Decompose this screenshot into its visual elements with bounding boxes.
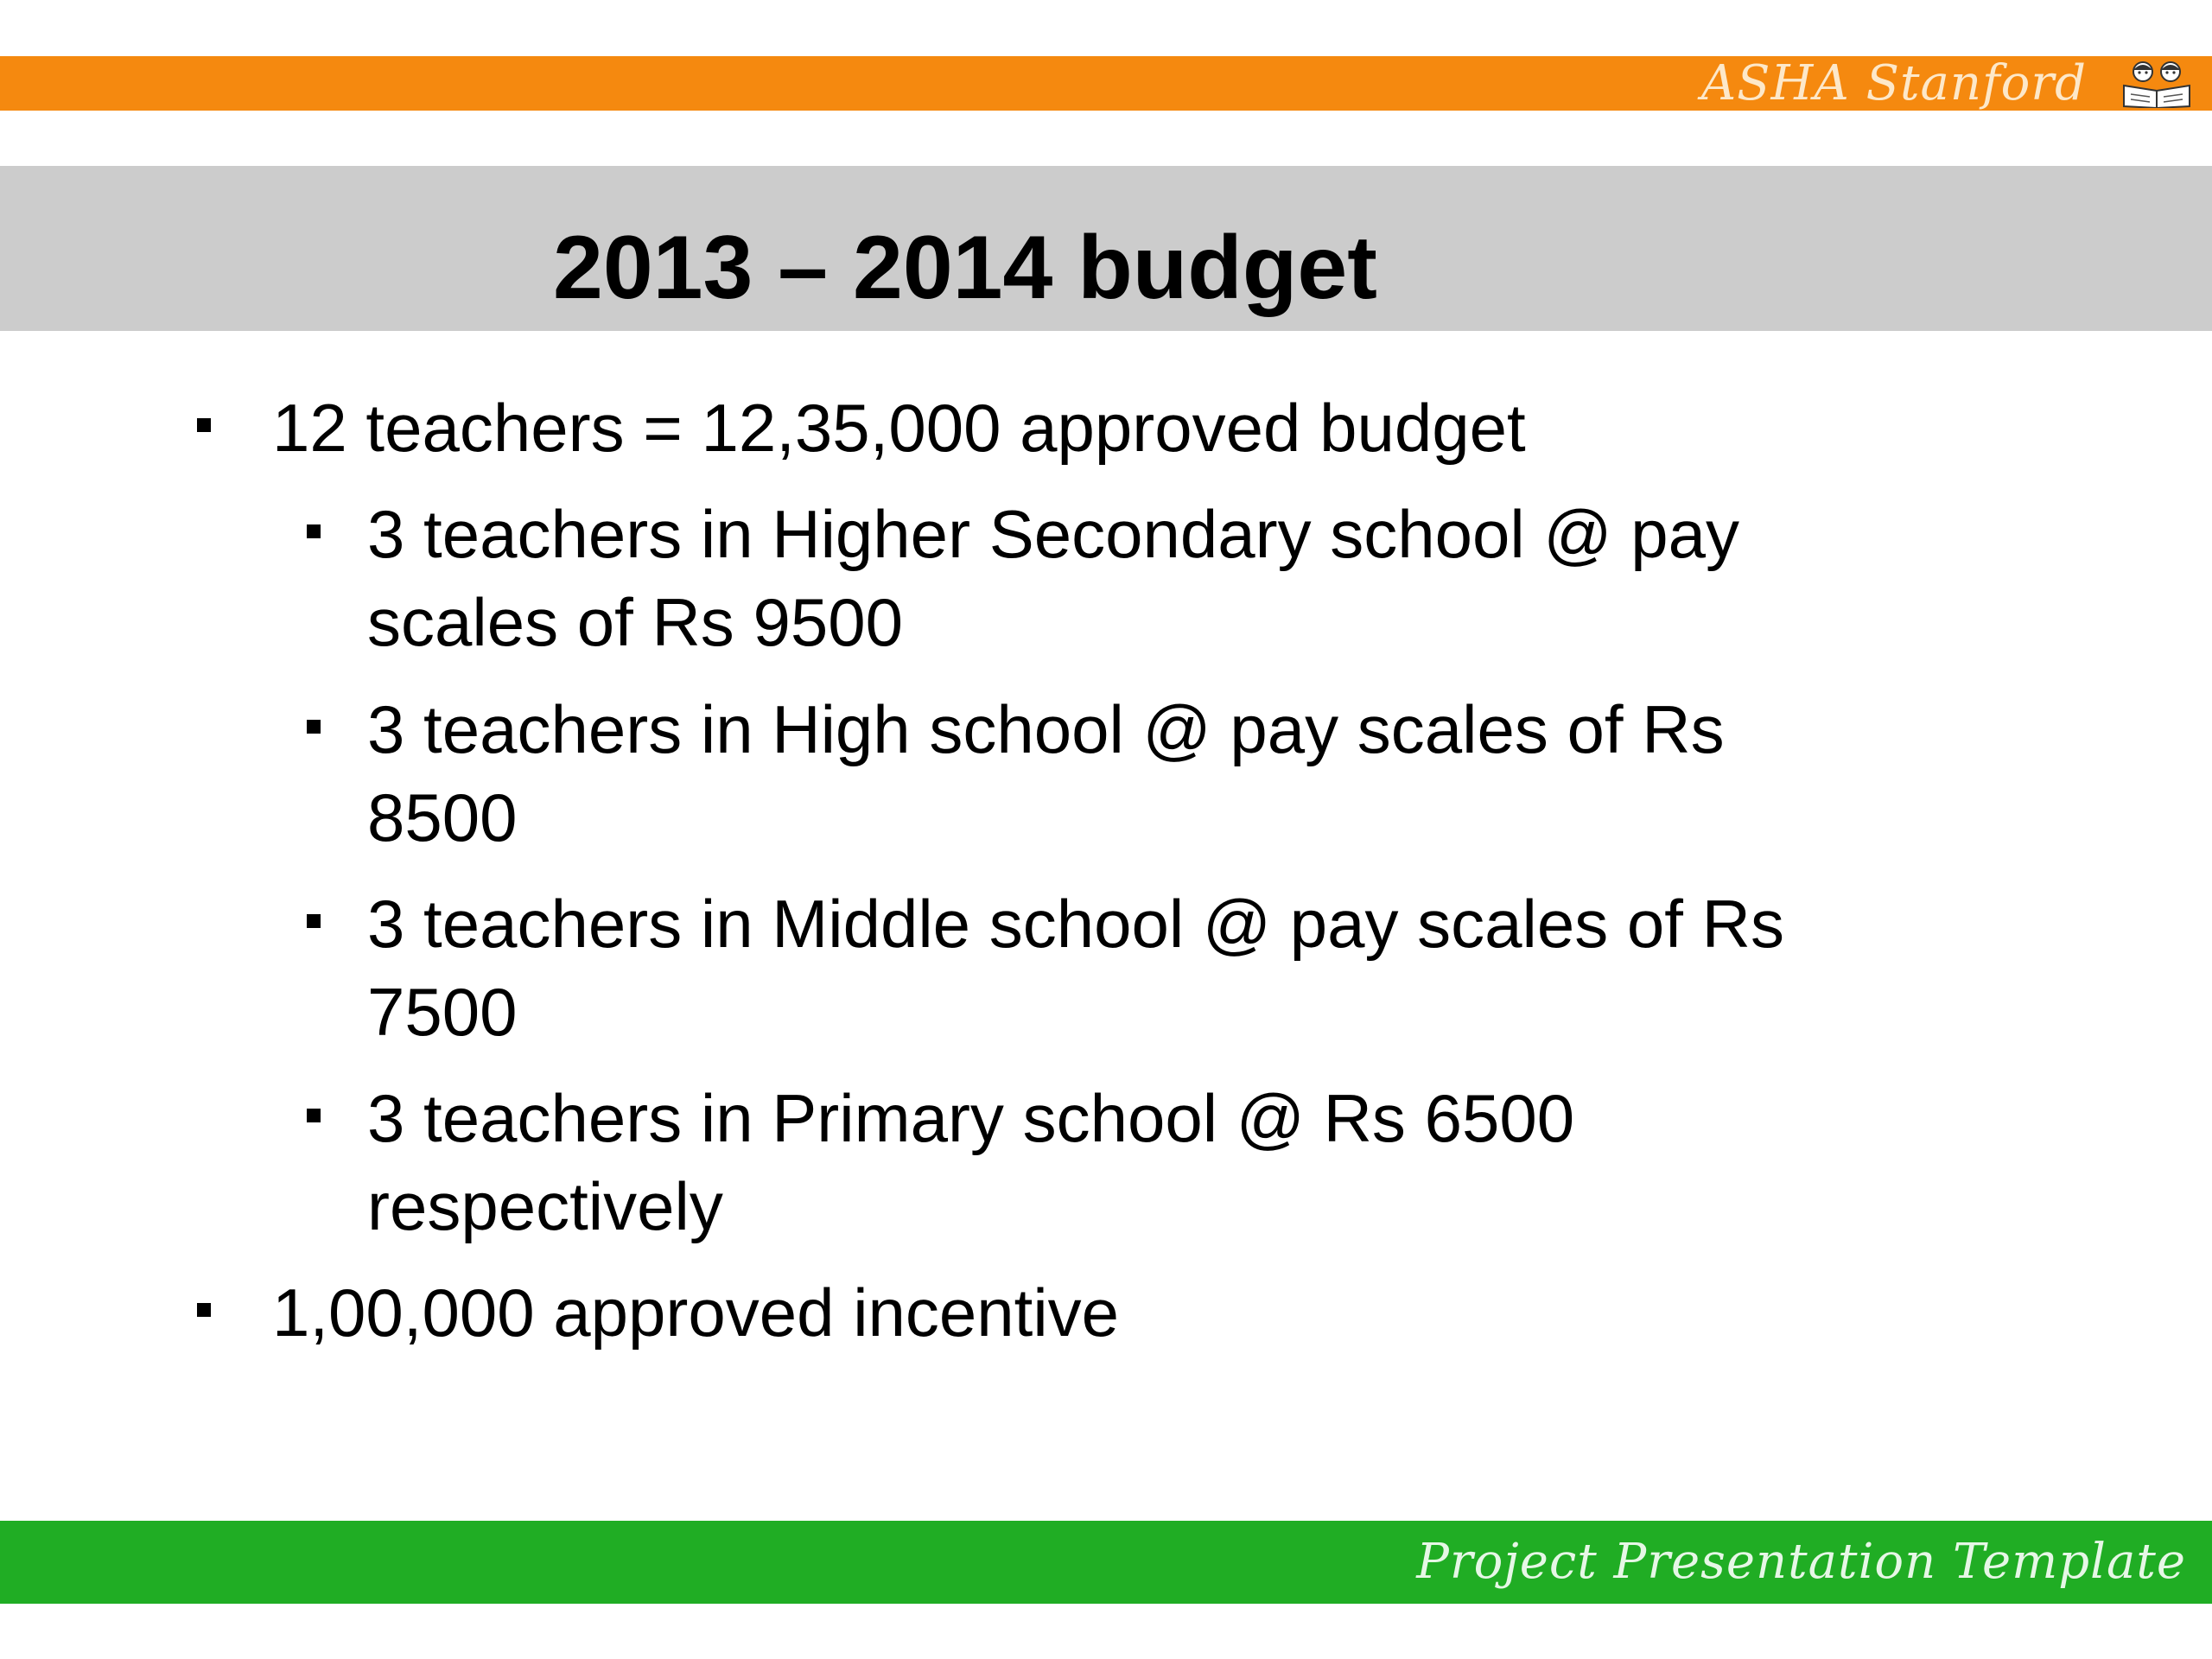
footer-text: Project Presentation Template <box>1416 1534 2186 1590</box>
sub-list-item-line: 3 teachers in Primary school @ Rs 6500 <box>367 1080 1575 1156</box>
sub-list-item-line: 7500 <box>367 974 518 1050</box>
sub-bullet-marker <box>307 720 321 734</box>
org-name: ASHA Stanford <box>1700 55 2087 111</box>
sub-list-item-line: scales of Rs 9500 <box>367 584 904 660</box>
sub-bullet-marker <box>307 524 321 538</box>
footer-band <box>0 1521 2212 1604</box>
sub-list-item-line: 3 teachers in Higher Secondary school @ pay <box>367 496 1740 572</box>
bullet-marker <box>197 418 211 432</box>
list-item: 12 teachers = 12,35,000 approved budget <box>272 390 1526 466</box>
sub-list-item-line: 3 teachers in Middle school @ pay scales of Rs <box>367 886 1784 962</box>
sub-bullet-marker <box>307 914 321 928</box>
page-title: 2013 – 2014 budget <box>553 218 1377 318</box>
sub-bullet-marker <box>307 1109 321 1122</box>
list-item: 1,00,000 approved incentive <box>272 1274 1120 1351</box>
sub-list-item-line: 3 teachers in High school @ pay scales of Rs <box>367 691 1725 767</box>
sub-list-item-line: 8500 <box>367 779 518 855</box>
bullet-marker <box>197 1303 211 1317</box>
sub-list-item-line: respectively <box>367 1168 723 1244</box>
